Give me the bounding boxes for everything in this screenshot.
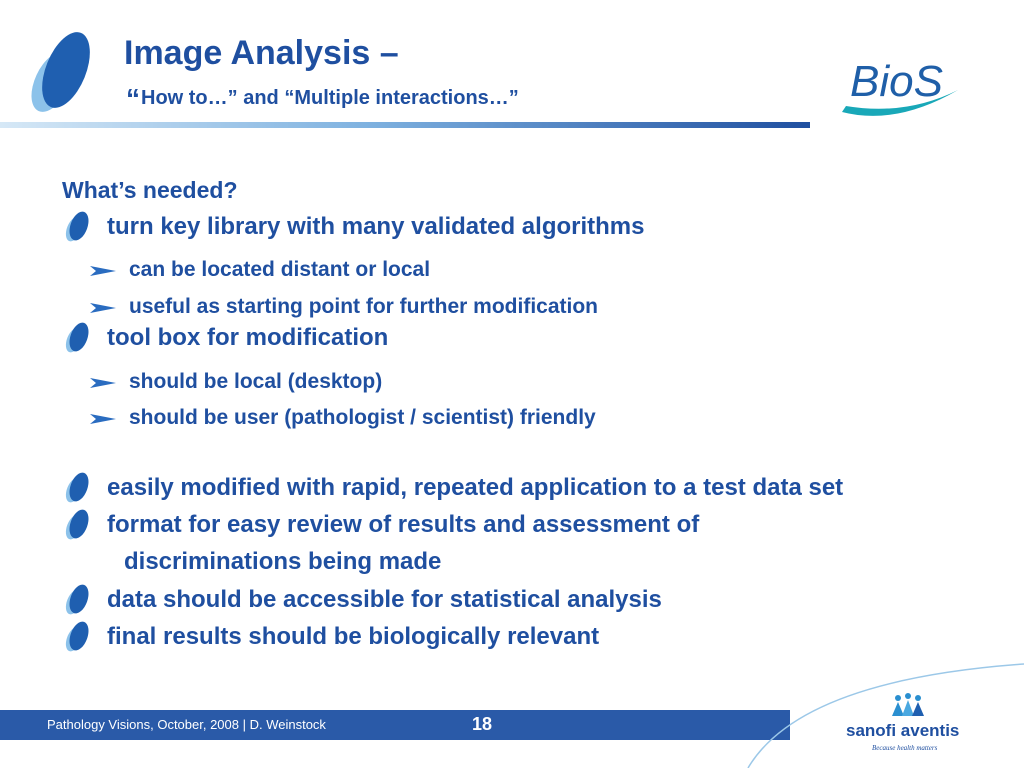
leaf-bullet-icon [60,472,92,506]
list-item-text: format for easy review of results and assessment of [107,511,700,538]
decorative-leaf-logo-icon [22,26,102,116]
sanofi-aventis-logo [838,690,978,754]
header-divider [0,122,810,128]
content-heading: What’s needed? [62,177,238,203]
slide-title: Image Analysis – [124,34,399,72]
sub-list-item-text: should be local (desktop) [129,370,383,393]
leaf-bullet-icon [60,584,92,618]
leaf-bullet-icon [60,322,92,356]
leaf-bullet-icon [60,621,92,655]
list-item-continuation: discriminations being made [124,548,442,575]
list-item-text: tool box for modification [107,324,389,351]
figures-emblem-icon [892,693,924,716]
list-item-text: data should be accessible for statistical analysis [107,586,662,613]
sub-list-item-text: useful as starting point for further modification [129,295,599,318]
arrow-right-bullet-icon [90,376,116,390]
arrow-right-bullet-icon [90,412,116,426]
arrow-right-bullet-icon [90,301,116,315]
subtitle-open-quote: “ [126,83,140,114]
footer-credit: Pathology Visions, October, 2008 | D. Weinstock [47,717,326,732]
list-item-text: easily modified with rapid, repeated application to a test data set [107,474,844,501]
subtitle-text: How to…” and “Multiple interactions…” [141,87,519,109]
leaf-bullet-icon [60,211,92,245]
sub-list-item-text: can be located distant or local [129,258,431,281]
bios-logo [836,46,976,126]
arrow-right-bullet-icon [90,264,116,278]
sub-list-item-text: should be user (pathologist / scientist) friendly [129,406,596,429]
sanofi-tagline: Because health matters [872,744,938,752]
slide-subtitle [126,83,519,114]
list-item-text: final results should be biologically relevant [107,623,600,650]
sanofi-logo-text: sanofi aventis [846,721,960,740]
page-number: 18 [471,714,493,734]
bios-logo-text: BioS [850,57,943,106]
leaf-bullet-icon [60,509,92,543]
list-item-text: turn key library with many validated algorithms [107,213,645,240]
